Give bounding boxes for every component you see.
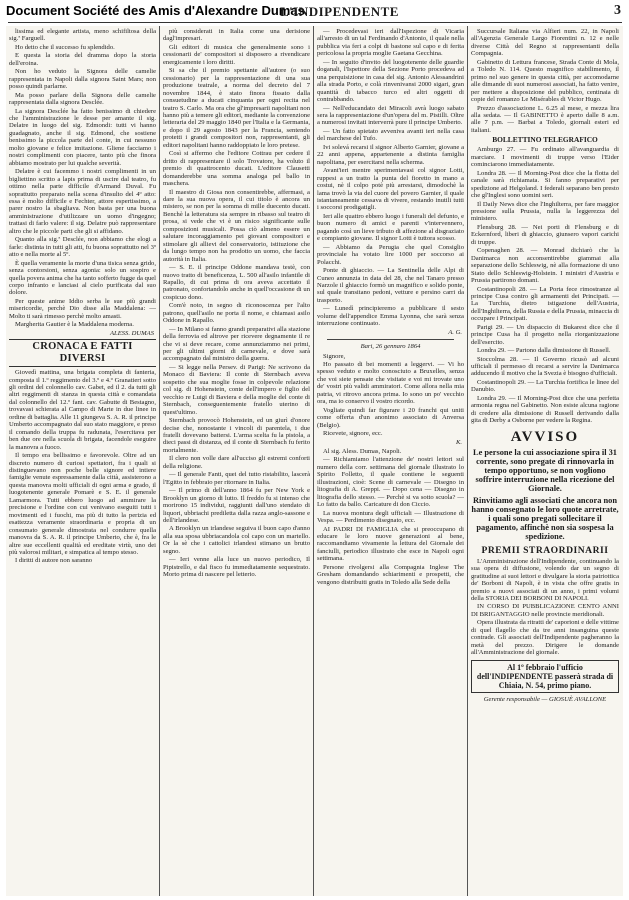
article-paragraph: Ma posso parlare della Signora delle camelie rappresentata dalla signora Desclée. xyxy=(9,91,156,107)
article-paragraph: Avant'ieri mentre sperimentavasi col signor Lotti, ruppesi a un tratto la punta del fioretto in mano a costui, nè il colpo potè più arrestarsi, dimodochè la lama trovò la via del cuore del povero Garnier, il quale istantaneamente cessava di vivere, restando inutili tutti i soccorsi prodigatigli. xyxy=(317,167,464,212)
gerente-line: Gerente responsabile — GIOSUÈ AVALLONE xyxy=(483,695,607,703)
letter-paragraph: Ho passato di bei momenti a leggervi. — Vi ho spesso veduto e molto conosciuto a Bruxelles, senza che voi siete pensate che visitate e voi mi trovate uno de' vostri più validi ammiratori. Come allora nella mia patria, vi ritrovo ancora prima. Io sono un po' vecchio ora, ma io conservo il vostro ricordo. xyxy=(317,361,464,406)
article-paragraph: Succursale Italiana via Alfieri num. 22, in Napoli all'Agenzia Generale Largo Fiorentini n. 12 e nelle diverse Città del Regno si rappresentanti della Compagnia. xyxy=(471,28,619,58)
newspaper-page xyxy=(6,26,623,896)
avviso-text: Le persone la cui associazione spira il 31 corrente, sono pregate di rinnovarla in tempo opportuno, se non vogliono soffrire interruzione nella ricezione del Giornale. xyxy=(473,447,617,494)
article-paragraph: più considerati in Italia come una derisione dagl'impresari. xyxy=(163,28,310,43)
article-paragraph: Gabinetto di Lettura francese, Strada Conte di Mola, a Toledo N. 114. Questo magnifico stabilimento, il primo nel suo genere in questa città, per accomodarne alle dimande di suoi numerosi associati, ha fatto venire, per mettere a disposizione del pubblico, centinaia di copie del romanzo Le Misérables di Victor Hugo. xyxy=(471,58,619,104)
document-source-label: Document Société des Amis d'Alexandre Dumas xyxy=(6,3,305,18)
article-paragraph: — S. E. il principe Oddone mandava testè, con nuovo tratto di beneficenza, L. 500 all'asilo infantile di Rapallo, di cui prima di ora aveva accettato il patronato, confortandolo anche in quell'occasione di un cospicuo dono. xyxy=(163,264,310,301)
article-paragraph: — Un fatto spietato avveniva avanti ieri nella casa del marchese del Tufo. xyxy=(317,127,464,143)
column-1 xyxy=(6,26,160,896)
section-divider xyxy=(327,339,454,340)
telegram-item: Copenaghen 28. — Monrad dichiarò che la Danimarca non acconsentirebbe giammai alla separazione dello Schleswig, nè alla formazione di uno Stato dello Schleswig-Holstein. I ministri d'Austria e Prussia partirono domani. xyxy=(471,247,619,285)
article-paragraph: — Il generale Fanti, quei del tutto ristabilito, lascerà l'Egitto in febbraio per ritornare in Italia. xyxy=(163,471,310,486)
article-paragraph: È quella veramente la morte d'una tisica senza grido, senza contorsioni, senza agonia: solo un sospiro e quella povera anima che ha tanto sofferto fugge da quel corpo infranto e lanciasi al cielo purificata dal suo dolore. xyxy=(9,259,156,297)
article-paragraph: IN CORSO DI PUBBLICAZIONE CENTO ANNI DI BRIGANTAGGIO nelle provincie meridionali. xyxy=(471,603,619,618)
document-header xyxy=(0,0,629,24)
article-paragraph: Delatre è cui facemmo i nostri complimenti in un bigliettino scritto a lapis prima di uscire dal teatro, fu ottimo nella parte difficile d'Armand Duval. Fu soprattutto preparato nella scena d'insulto del 4º atto: essa è molto difficile e Fechter, attore espertissimo, a parer nostro la sbagliava. Non basta per una buona amministrazione d'utilizzare un uomo d'ingegno; trattasi di farlo valere: il sig. Delatre può rappresentare altro che le piccole parti che gli si affidano. xyxy=(9,168,156,235)
letter-paragraph: Vogliate quindi far figurare i 20 franchi qui uniti come offerta d'un anonimo associato di Anversa (Belgio). xyxy=(317,406,464,429)
article-paragraph: Margherita Gautier è la Maddalena moderna. xyxy=(15,321,134,329)
section-title-bollettino: BOLLETTINO TELEGRAFICO xyxy=(492,135,598,145)
article-paragraph: E questa la storia del dramma dopo la storia dell'eroina. xyxy=(9,52,156,67)
newspaper-masthead: L'INDIPENDENTE xyxy=(280,4,399,19)
article-paragraph: Prezzo d'associazione L. 6.25 al mese, e mezza lira alla sedata. — Il GABINETTO è aperto dalle 8 a.m. alle 7 p.m. — Barbai a Toledo, giornali esteri ed italiani. xyxy=(471,104,619,134)
letter-salutation: Signore, xyxy=(323,352,346,360)
telegram-item: Amburgo 27. — Fu ordinato all'avanguardia di marciare. I movimenti di truppe verso l'Eider cominciarono immediatamente. xyxy=(471,146,619,169)
article-paragraph: — Il primo di dell'anno 1864 fu per New York e Brooklyn un giorno di lutto. Il freddo fu si intenso che morirono 15 individui, raggiunti dall'uno stendato di liquori, ubbriachi prediletta dalla razza anglo-sassone e dell'irlandese. xyxy=(163,487,310,524)
article-paragraph: L'Amministrazione dell'Indipendente, continuando la sua opera di diffusione, volendo dar un segno di gratitudine ai suoi lettori e divulgare la storia patriottica de' Borboni di Napoli, è in vista che offre gratis in premio a nuovi associati di un anno, i primi volumi della STORIA DEI BORBONI DI NAPOLI. xyxy=(471,557,619,602)
article-paragraph: AI PADRI DI FAMIGLIA che si preoccupano di educare le loro nuove generazioni al bene, raccomandiamo vivamente la lettura del Giornale dei fanciulli, periodico illustrato che esce in Napoli ogni settimana. xyxy=(317,525,464,563)
article-paragraph: — Nell'educandato dei Miracoli avrà luogo sabato sera la rappresentazione d'un'opera del m. Pistilli. Oltre a numerosi invitati interverrà pure il principe Umberto. xyxy=(317,104,464,127)
header-rule xyxy=(8,22,622,23)
letter-paragraph: Ricevete, signore, ecc. xyxy=(323,430,383,438)
article-paragraph: — Richiamiamo l'attenzione de' nostri lettori sul numero della corr. settimana del giornale illustrato lo Spirito Folletto, il quale contiene le seguenti illustrazioni, cioè: Scene di carnevale — Disegno in litografia di A. Greppi. — Dopo cena — Disegno in litografia dello stesso. — Perchè si va sotto scuola? — Lo fatto da ballo. Caricature di don Ciccio. xyxy=(317,456,464,509)
office-move-notice: Al 1º febbraio l'ufficio dell'INDIPENDENTE passerà strada di Chiaia, N. 54, primo piano. xyxy=(471,660,619,693)
article-paragraph: — In seguito d'invito del luogotenente delle guardie doganali, l'Ispettore della Sezione Porto procedeva ad una perquisizione in casa del sig. Antonio Alessandrini alla strada Porto, e colà rinvenivansi 2000 sigari, gran quantità di tabacco turco ed altri oggetti di contrabbando. xyxy=(317,58,464,104)
article-paragraph: Gli editori di musica che generalmente sono i cessionarii de' compositori si disposero a rivendicare energicamente i loro diritti. xyxy=(163,43,310,66)
article-paragraph: Il maestro di Giosa non consentirebbe, affermasi, a dare la sua nuova opera, il cui titolo è ancora un mistero, se non per la somma di mille duecento ducati. Benchè la letteratura sia sempre in ribasso sul teatro di prosa, si vede che vi è un risico significante sulle composizioni musicali. Possa ciò almeno essere un salutare incoraggiamento pei giovani compositori e stimolare gli allievi del conservatorio, istituzione che da lungo tempo non ha prodotto un uomo, che faccia autorità in Italia. xyxy=(163,188,310,263)
author-signature: ALESS. DUMAS xyxy=(110,329,154,337)
article-paragraph: Ivi solevá recarsi il signor Alberto Garnier, giovane a 22 anni appena, appartenente a distinta famiglia napolitana, per esercitarsi nella scherma. xyxy=(317,143,464,166)
article-paragraph: Il tempo era bellissimo e favorevole. Oltre ad un discreto numero di curiosi spettatori, fra i quali si distinguevano non poche belle signore ed intiere famiglie venute espressamente dalla città, assisterono a questa manovra molti ufficiali di ogni arma e grado, il luogotenente generale Pomarè e S. E. il generale Lamarmora. Tutti ebbero luogo ad ammirare la precisione e l'ordine con cui venivano eseguiti tutti i movimenti ed i fuochi, ma più di tutto la perizia ed esattezza veramente straordinaria e propria di un consumato generale dimostrata nel condurre quella manovra da S. A. R. il principe Umberto, che è, fra le altre sue eccellenti qualità ed ereditate virtù, uno dei più valorosi militari, e simpatica al tempo stesso. xyxy=(9,452,156,556)
article-paragraph: I diritti di autore non saranno xyxy=(15,557,93,565)
telegram-item: Flensburg 28. — Nei porti di Flensburg e di Eckernford, liberi di ghiaccio, giunsero vapori carichi di truppe. xyxy=(471,223,619,246)
column-2 xyxy=(160,26,314,896)
article-paragraph: — Ieri venne alla luce un nuovo periodico, Il Pipistrello, e dal fisco fu immediatamente sequestrato. Morto prima di nascere pel letterio. xyxy=(163,556,310,579)
article-paragraph: — Procedevasi ieri dall'Ispezione di Vicaria all'arresto di un tal Ferdinando d'Antonio, il quale nella pubblica via feri a colpi di bastone sul capo e di ferita pericolosa la propria moglie Gaetana Gecchina. xyxy=(317,28,464,58)
telegram-item: Londra 28. — Il Morning-Post dice che la flotta del canale sarà richiamata. Si fanno preparativi per spedizione ad Helgoland. I federali separano ben presto che gl'Inglesi sono uomini seri. xyxy=(471,169,619,200)
telegram-item: Il Daily News dice che l'Inghilterra, per fare maggior pressione sulla Prussia, nulla la leggerezza del ministero. xyxy=(471,200,619,223)
article-paragraph: Così si affermo che l'editore Cottrau per cedere il dritto di rappresentare il solo Trovatore, ha voluto il premio di quattrocento ducati. L'editore Clausetti domanderebbe una somma analoga pel ballo in maschera. xyxy=(163,150,310,188)
avviso-heading: AVVISO xyxy=(510,428,580,445)
article-paragraph: — Si legge nella Persev. di Parigi: Ne scrivono da Monaco di Baviera: Il conte di Sternbach aveva sospetto che sua moglie fosse in colpevole relazione col sig. di Hohenstein, conte dell'impero e figlio del vecchio re Luigi di Baviera e della moglie del conte di Sternbach, conseguentemente fratello uterino di quest'ultimo. xyxy=(163,363,310,416)
article-paragraph: Per queste anime Iddio serba le sue più grandi misericordie, perchè Dio disse alla Maddalena: — Molto ti sarà rimesso perchè molto amasti. xyxy=(9,297,156,320)
telegram-item: Parigi 29. — Un dispaccio di Bukarest dice che il principe Cusa ha il progetto nella riorganizzazione dell'esercito. xyxy=(471,323,619,346)
article-paragraph: Ieri alle quattro ebbero luogo i funerali del defunto, e buon numero di amici e parenti v'intervennero, pagando così un lieve tributo di affezione al disgraziato e compianto giovane. Il signor Lotti è tuttora scosso. xyxy=(317,212,464,243)
letter-address: Al sig. Aless. Dumas, Napoli. xyxy=(323,448,402,456)
premi-heading: PREMII STRAORDINARII xyxy=(481,544,609,556)
telegram-item: Costantinopoli 29. — La Turchia fortifica le linee del Danubio. xyxy=(471,378,619,394)
page-number: 3 xyxy=(614,3,621,18)
article-paragraph: Giovedì mattina, una brigata completa di fanteria, composta il 1.º reggimento del 3.º e 4.º Granatieri sotto gli ordini del colonnello cav. Gabet, ed il 2. da tutti gli altri reggimenti di stanza in questa città e comandata dal colonnello del 12.º fant. cav. Gabutte di Bestagno, trovavasi schierata al Campo di Marte in due linee in ordine di battaglia. Alle 11 giungeva S. A. R. il principe Umberto accompagnato dal suo stato maggiore, e preso il comando della truppa fu radunata, l'esercitava per ben due ore nella scuola di brigata, facendole eseguire la manovra a fuoco. xyxy=(9,369,156,451)
article-paragraph: Il clero non volle dare all'ucciso gli estremi conforti della religione. xyxy=(163,455,310,470)
article-paragraph: Ho detto che il successo fu splendido. xyxy=(15,43,115,51)
column-4 xyxy=(468,26,622,896)
article-paragraph: — Lunedì principieremo a pubblicare il sesto volume dell'appendice Emma Lyonna, che sarà senza interruzione continuato. xyxy=(317,305,464,328)
telegram-item: Londra 29. — Partono dalla dimissione di Russell. xyxy=(477,347,611,355)
article-paragraph: Com'è noto, in segno di riconoscenza per l'alto patrono, quell'asilo ne porta il nome, e chiamasi asilo Oddone in Rapallo. xyxy=(163,302,310,325)
article-paragraph: La nuova montura degli ufficiali — Illustrazione di Vespa. — Perdimento disegnato, ecc. xyxy=(317,509,464,525)
article-signature: A. G. xyxy=(448,328,462,336)
telegram-item: Londra 29. — Il Morning-Post dice che una perfetta armonia regna nel Gabinetto. Non esiste alcuna ragione di credere alla dimissione di Russell derivando dalla gita di Derby a Osborne per vedere la Regina. xyxy=(471,394,619,425)
article-paragraph: Si sa che il premio spettante all'autore (o suo cessionario) per la rappresentazione di una sua produzione teatrale, a norma del decreto del 7 novembre 1844, è stato finora fissato dalla consuetudine a ducati cinquanta per ogni recita nel teatro S. Carlo. Ma ora che gl'impresarii napolitani non hanno più a temere gli editori, mediante la convenzione letteraria del 29 maggio 1840 per l'Italia e la Germania, e dopo il 29 agosto 1843 per la Francia, sentendo protetti i grandi compositori non, rappresentanti, gli editori napolitani hanno raddoppiato le loro pretese. xyxy=(163,67,310,149)
section-title-cronaca: CRONACA E FATTI DIVERSI xyxy=(9,339,156,367)
letter-dateline: Bari, 26 gennaro 1864 xyxy=(360,343,421,351)
telegram-item: Stoccolma 28. — Il Governo ricusò ad alcuni ufficiali il permesso di recarsi a servire la Danimarca adducendo il motivo che la Svezia è bisogno d'ufficiali. xyxy=(471,355,619,378)
article-paragraph: — Abbiamo da Perugia che quel Consiglio provinciale ha votato lire 1000 per soccorso ai Polacchi. xyxy=(317,243,464,266)
telegram-item: Costantinopoli 28. — La Porta fece rimostranze al principe Cusa contro gli armamenti dei Principati. — La Turchia, dietro istigazione dell'Austria, dell'Inghilterra, della Russia e della Prussia, minaccia di occupare i Principati. xyxy=(471,285,619,323)
article-paragraph: Ponte di ghiaccio. — La Sentinella delle Alpi di Cuneo annunzia in data del 28, che nel Tanaro presso Narzole il ghiaccio formò un magnifico e solido ponte, sul quale transitano pedoni, vetture e persino carri da trasporto. xyxy=(317,267,464,304)
article-paragraph: Sternbach provocò Hohenstein, ed un giurì d'onore decise che, nonostante i vincoli di parentela, i due fratelli dovevano battersi. L'arma scelta fu la pistola, a dieci passi di distanza, ed il conte di Sternbach fu ferito mortalmente. xyxy=(163,417,310,454)
article-paragraph: Quanto alla sig.ª Desclée, non abbiamo che elogi a farle: distinta in tutti gli atti, fu buona soprattutto nel 3º atto e nella morte al 5º. xyxy=(9,236,156,259)
article-paragraph: A Brooklyn un irlandese seguiva il buon capo d'anno alla sua sposa ubbriacandola col capo con un martello. Or la sè che i cattolici irlandesi stimano un brutto segno. xyxy=(163,525,310,555)
article-paragraph: lissima ed elegante artista, meno schifiltosa della sig.ª Farguell. xyxy=(9,28,156,43)
article-paragraph: Non ho veduto la Signora delle camelie rappresentata in Napoli dalla signora Saint Mars; non posso quindi parlarne. xyxy=(9,68,156,91)
letter-signature: K. xyxy=(455,438,462,446)
column-3 xyxy=(314,26,468,896)
avviso-text-secondary: Rinvitiamo agli associati che ancora non hanno consegnato le loro quote arretrate, i quali sono pregati sollecitare il pagamento, affinchè non sia sospesa la spedizione. xyxy=(471,495,619,542)
article-paragraph: — In Milano si fanno grandi preparativi alla stazione della ferrovia ed altrove per ricevere degnamente il re che vi si deve recare, come annunziammo nei primi, per gli ultimi giorni di carnevale, e dove sarà accompagnato dal ministro della guerra. xyxy=(163,325,310,363)
article-paragraph: La signora Desclée ha fatto benissimo di chiedere che l'amministrazione le desse per amante il sig. Delatre in luogo del sig. Edmondi: tutti vi hanno guadagnato, anche il sig. Edmond, che sostiene benissimo la piccola parte del conte, in cui nessuno molto giovane e felice imitazione. Gliene facciamo i nostri complimenti con piacere, tanto più che finora abbiamo mostrato per lui qualche severità. xyxy=(9,107,156,167)
article-paragraph: Persone rivolgersi alla Compagnia Inglese The Gresham domandando schiarimenti e prospetti, che vengono distribuiti gratis in Toledo alla Sede della xyxy=(317,563,464,586)
article-paragraph: Opera illustrata da ritratti de' caporioni e delle vittime di quel flagello che da tre anni insanguina queste contrade. Gli associati dell'Indipendente pagheranno la metà del prezzo. Dirigere le domande all'Amministrazione del giornale. xyxy=(471,619,619,657)
